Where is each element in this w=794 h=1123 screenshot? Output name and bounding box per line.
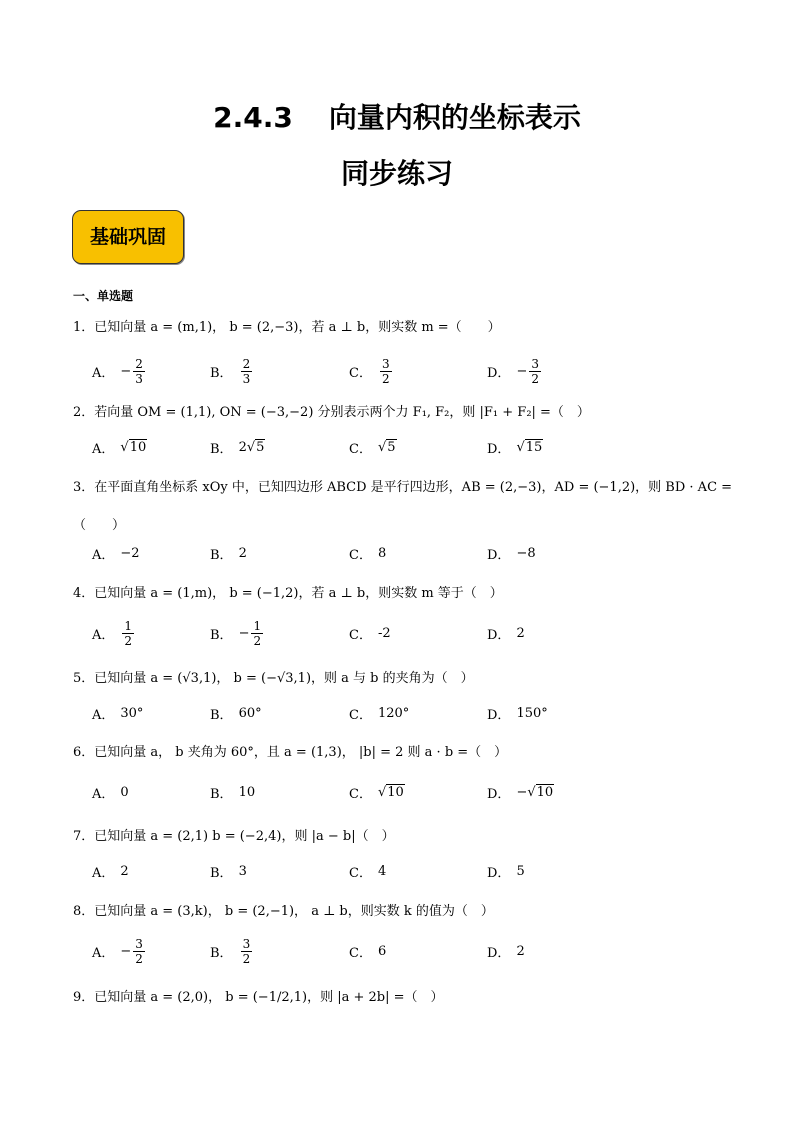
radicand: 10	[536, 785, 554, 800]
option-label: D．	[487, 627, 511, 643]
fraction	[251, 619, 263, 648]
option-a	[92, 536, 140, 570]
option-label: A．	[92, 441, 115, 457]
options-5	[0, 696, 794, 730]
question-2: 2．若向量 OM = (1,1), ON = (−3,−2) 分别表示两个力 F₁, F₂，则 |F₁ + F₂| =（ ）	[73, 405, 590, 420]
section-number: 2.4.3	[213, 101, 293, 134]
radicand: 10	[387, 785, 404, 800]
option-label: A．	[92, 547, 115, 563]
numerator: 3	[531, 356, 539, 371]
question-1: 1．已知向量 a = (m,1)， b = (2,−3)，若 a ⊥ b，则实数 m =（ ）	[73, 320, 501, 335]
options-8	[0, 934, 794, 968]
option-label: D．	[487, 365, 511, 381]
option-label: B．	[210, 865, 233, 881]
fraction	[122, 619, 134, 648]
question-3: 3．在平面直角坐标系 xOy 中，已知四边形 ABCD 是平行四边形，AB = (2,−3)，AD = (−1,2)，则 BD · AC =	[73, 480, 733, 495]
fraction	[133, 357, 145, 386]
option-sign: −	[516, 363, 528, 379]
option-value: -2	[377, 625, 391, 641]
option-d	[487, 616, 525, 650]
numerator: 2	[135, 356, 143, 371]
option-sign: −	[238, 625, 250, 641]
fraction	[133, 937, 145, 966]
option-value: 2	[120, 863, 129, 879]
denominator: 2	[135, 951, 143, 966]
document-title	[0, 96, 794, 136]
option-value: 6	[377, 943, 387, 959]
question-3-continuation: （ ）	[73, 518, 126, 533]
option-a	[92, 854, 129, 888]
option-c	[349, 696, 409, 730]
options-2	[0, 430, 794, 464]
numerator: 3	[242, 936, 251, 951]
option-value: 30°	[120, 705, 144, 721]
option-d	[487, 696, 548, 730]
option-label: C．	[349, 786, 372, 802]
option-d	[487, 536, 536, 570]
option-c	[349, 854, 386, 888]
option-label: A．	[92, 365, 115, 381]
option-b	[210, 775, 255, 809]
option-a: A． √ 10	[92, 439, 147, 457]
option-a	[92, 934, 147, 968]
option-c	[349, 536, 386, 570]
option-sign: −	[120, 363, 132, 379]
options-3	[0, 536, 794, 570]
option-label: D．	[487, 786, 511, 802]
option-value: −8	[516, 545, 536, 561]
question-7: 7．已知向量 a = (2,1) b = (−2,4)，则 |a − b|（ ）	[73, 829, 395, 844]
option-c	[349, 934, 386, 968]
option-b	[210, 696, 262, 730]
option-label: C．	[349, 441, 372, 457]
denominator: 2	[381, 371, 390, 386]
denominator: 2	[253, 633, 262, 648]
numerator: 3	[381, 356, 390, 371]
fraction	[241, 357, 253, 386]
option-value: −2	[120, 545, 140, 561]
option-label: C．	[349, 627, 372, 643]
denominator: 2	[124, 633, 133, 648]
option-a	[92, 616, 136, 650]
document-subtitle: 同步练习	[340, 157, 453, 190]
fraction	[241, 937, 253, 966]
option-label: D．	[487, 547, 511, 563]
option-value: 10	[238, 784, 256, 800]
options-7	[0, 854, 794, 888]
option-label: B．	[210, 365, 233, 381]
fraction	[529, 357, 541, 386]
option-value: 5	[516, 863, 525, 879]
option-label: C．	[349, 865, 372, 881]
option-label: C．	[349, 547, 372, 563]
denominator: 3	[135, 371, 143, 386]
option-prefix: −	[516, 784, 528, 800]
radicand: 10	[129, 440, 147, 455]
option-value: 3	[238, 863, 247, 879]
option-d: D． √ 15	[487, 439, 543, 457]
question-4: 4．已知向量 a = (1,m)， b = (−1,2)，若 a ⊥ b，则实数 m 等于（ ）	[73, 586, 503, 601]
numerator: 1	[124, 618, 133, 633]
option-d	[487, 354, 543, 388]
option-label: A．	[92, 707, 115, 723]
option-label: B．	[210, 707, 233, 723]
option-sign: −	[120, 943, 132, 959]
numerator: 2	[242, 356, 251, 371]
option-label: B．	[210, 627, 233, 643]
numerator: 1	[253, 618, 262, 633]
option-c: C． √ 10	[349, 784, 404, 802]
radicand: 5	[256, 440, 265, 455]
option-b	[210, 854, 247, 888]
option-value: 120°	[377, 705, 410, 721]
option-d	[487, 854, 525, 888]
option-label: B．	[210, 441, 233, 457]
option-c	[349, 616, 391, 650]
option-d: D． − √ 10	[487, 784, 554, 802]
radicand: 15	[525, 440, 543, 455]
option-a	[92, 775, 129, 809]
option-label: B．	[210, 945, 233, 961]
options-1	[0, 354, 794, 388]
option-label: C．	[349, 945, 372, 961]
option-b	[210, 354, 254, 388]
option-value: 60°	[238, 705, 262, 721]
option-d	[487, 934, 525, 968]
option-b	[210, 934, 254, 968]
question-5: 5．已知向量 a = (√3,1)， b = (−√3,1)，则 a 与 b 的夹角为（ ）	[73, 671, 474, 686]
option-value: 2	[238, 545, 247, 561]
options-4	[0, 616, 794, 650]
option-b: B． 2 √ 5	[210, 439, 265, 457]
fraction	[380, 357, 392, 386]
option-a	[92, 696, 143, 730]
option-value: 2	[516, 625, 525, 641]
question-8: 8．已知向量 a = (3,k)， b = (2,−1)， a ⊥ b，则实数 k 的值为（ ）	[73, 904, 494, 919]
option-value: 4	[377, 863, 387, 879]
option-label: C．	[349, 365, 372, 381]
option-value: 8	[377, 545, 387, 561]
denominator: 3	[242, 371, 251, 386]
option-label: D．	[487, 707, 511, 723]
option-label: B．	[210, 786, 233, 802]
option-label: A．	[92, 786, 115, 802]
question-6: 6．已知向量 a， b 夹角为 60°，且 a = (1,3)， |b| = 2 则 a · b =（ ）	[73, 745, 508, 760]
numerator: 3	[135, 936, 143, 951]
option-label: D．	[487, 865, 511, 881]
option-value: 0	[120, 784, 129, 800]
option-c: C． √ 5	[349, 439, 396, 457]
option-b	[210, 536, 247, 570]
question-9: 9．已知向量 a = (2,0)， b = (−1/2,1)，则 |a + 2b| =（ ）	[73, 990, 444, 1005]
option-label: A．	[92, 945, 115, 961]
option-b	[210, 616, 265, 650]
denominator: 2	[242, 951, 251, 966]
option-label: D．	[487, 441, 511, 457]
option-prefix: 2	[238, 439, 247, 455]
section-heading: 一、单选题	[73, 289, 134, 303]
section-badge: 基础巩固	[72, 210, 184, 264]
denominator: 2	[531, 371, 539, 386]
option-label: A．	[92, 627, 115, 643]
option-label: D．	[487, 945, 511, 961]
radicand: 5	[387, 440, 396, 455]
options-6	[0, 775, 794, 809]
option-c	[349, 354, 394, 388]
option-value: 150°	[516, 705, 548, 721]
option-label: B．	[210, 547, 233, 563]
option-label: C．	[349, 707, 372, 723]
option-value: 2	[516, 943, 525, 959]
title-text: 向量内积的坐标表示	[328, 101, 581, 134]
option-a	[92, 354, 147, 388]
option-label: A．	[92, 865, 115, 881]
